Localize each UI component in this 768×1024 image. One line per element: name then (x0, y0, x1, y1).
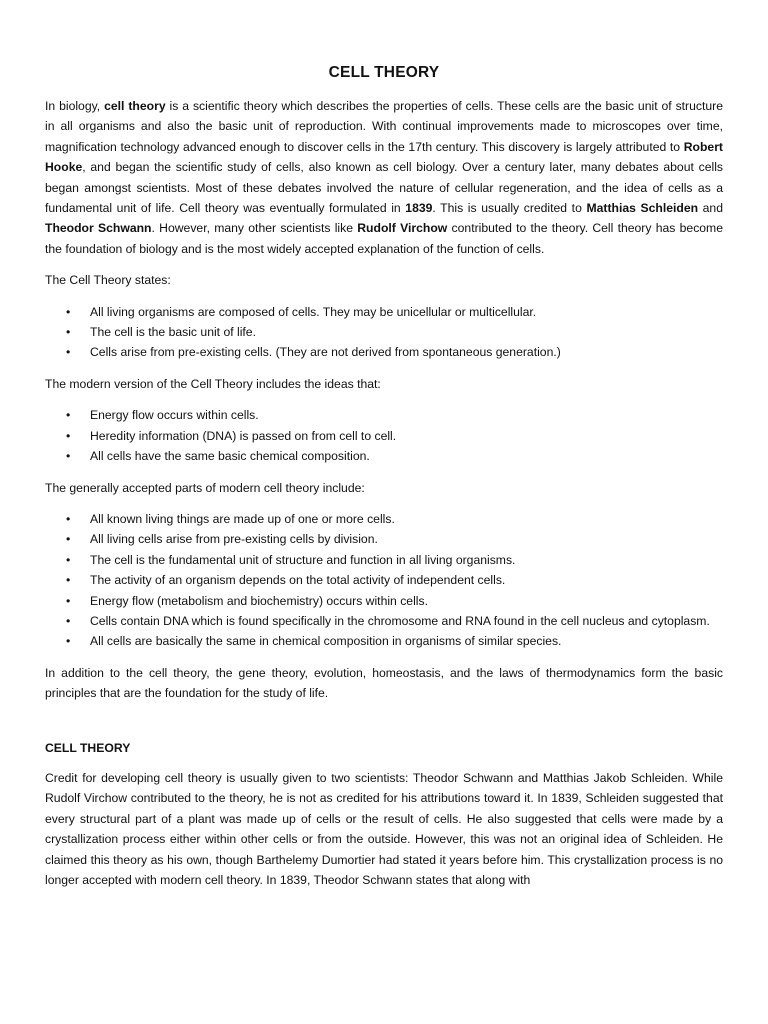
credit-paragraph: Credit for developing cell theory is usually given to two scientists: Theodor Schwann and Matthias Jakob Schleiden. While Rudolf Virchow contributed to the theory, he is not as credited for his attributions toward it. In 1839, Schleiden suggested that every structural part of a plant was made up of cells or the result of cells. He also suggested that cells were made by a crystallization process either within other cells or from the outside. However, this was not an original idea of Schleiden. He claimed this theory as his own, though Barthelemy Dumortier had stated it years before him. This crystallization process is no longer accepted with modern cell theory. In 1839, Theodor Schwann states that along with (45, 770, 723, 887)
bullet-icon: • (66, 573, 71, 588)
bullet-icon: • (66, 408, 71, 423)
list-item: • All known living things are made up of one or more cells. (45, 509, 723, 529)
list-item: • Heredity information (DNA) is passed on from cell to cell. (45, 426, 723, 446)
bullet-icon: • (66, 325, 71, 340)
intro-text: In biology, (45, 99, 105, 113)
intro-bold-term: Matthias Schleiden (586, 201, 699, 216)
intro-text: and (698, 201, 723, 216)
intro-bold-term: 1839 (405, 201, 433, 216)
intro-bold-term: cell theory (104, 99, 166, 113)
modern-heading: The modern version of the Cell Theory includes the ideas that: (45, 376, 381, 391)
intro-text: is a scientific theory which describes the properties of cells. These cells are the basic unit of structure in all organisms and also the basic unit of reproduction. With continual improvements made to microscopes over time, magnification technology advanced enough to discover cells in the 17th century. This discovery is largely attributed to (45, 99, 723, 154)
bullet-icon: • (66, 511, 71, 526)
intro-text: . This is usually credited to (432, 201, 587, 216)
list-item: • The cell is the fundamental unit of structure and function in all living organisms. (45, 550, 723, 570)
bullet-icon: • (66, 552, 71, 567)
parts-list (45, 509, 723, 652)
list-item: • All living organisms are composed of cells. They may be unicellular or multicellular. (45, 302, 723, 322)
list-item: • Energy flow (metabolism and biochemistry) occurs within cells. (45, 591, 723, 611)
bullet-icon: • (66, 593, 71, 608)
addition-paragraph: In addition to the cell theory, the gene theory, evolution, homeostasis, and the laws of thermodynamics form the basic principles that are the foundation for the study of life. (45, 665, 723, 701)
list-item: • The activity of an organism depends on the total activity of independent cells. (45, 570, 723, 590)
intro-bold-term: Robert Hooke (45, 139, 723, 175)
intro-bold-term: Theodor Schwann (45, 221, 152, 236)
list-item: • All cells have the same basic chemical composition. (45, 446, 723, 466)
list-item: • Energy flow occurs within cells. (45, 405, 723, 425)
states-heading: The Cell Theory states: (45, 273, 171, 288)
intro-text: , and began the scientific study of cells, also known as cell biology. Over a century later, many debates about cells began amongst scientists. Most of these debates involved the nature of cellular regeneration, and the idea of cells as a fundamental unit of life. Cell theory was eventually formulated in (45, 160, 723, 216)
bullet-icon: • (66, 345, 71, 360)
document-title: CELL THEORY (328, 64, 440, 81)
list-item: • Cells arise from pre-existing cells. (They are not derived from spontaneous generation.) (45, 342, 723, 362)
list-item: • All living cells arise from pre-existing cells by division. (45, 529, 723, 549)
parts-heading: The generally accepted parts of modern cell theory include: (45, 480, 365, 495)
list-item: • The cell is the basic unit of life. (45, 322, 723, 342)
bullet-icon: • (66, 449, 71, 464)
bullet-icon: • (66, 428, 71, 443)
bullet-icon: • (66, 532, 71, 547)
intro-paragraph (45, 96, 723, 259)
states-list (45, 302, 723, 363)
modern-list (45, 405, 723, 466)
bullet-icon: • (66, 613, 71, 628)
intro-text: contributed to the theory. Cell theory has become the foundation of biology and is the most widely accepted explanation of the function of cells. (45, 221, 723, 256)
list-item: • All cells are basically the same in chemical composition in organisms of similar species. (45, 631, 723, 651)
intro-bold-term: Rudolf Virchow (357, 221, 448, 236)
bullet-icon: • (66, 634, 71, 649)
intro-text: . However, many other scientists like (151, 221, 358, 236)
bullet-icon: • (66, 304, 71, 319)
section-heading: CELL THEORY (45, 740, 131, 755)
list-item: • Cells contain DNA which is found specifically in the chromosome and RNA found in the cell nucleus and cytoplasm. (45, 611, 723, 631)
